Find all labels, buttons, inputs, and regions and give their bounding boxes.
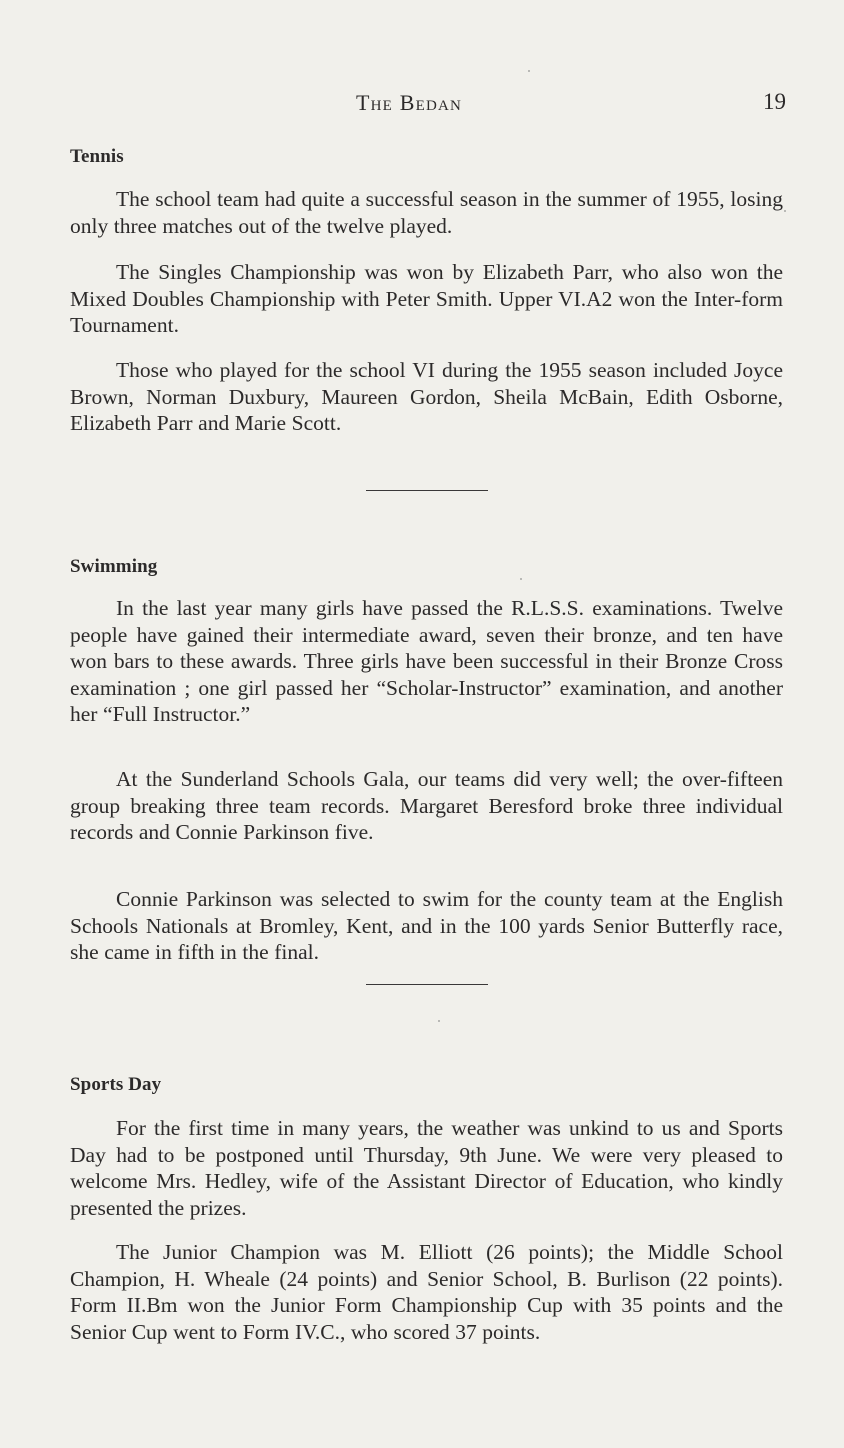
section-heading-sports-day: Sports Day — [70, 1074, 162, 1095]
paper-speck — [528, 70, 530, 72]
section-divider — [366, 490, 488, 491]
page-number: 19 — [763, 89, 786, 114]
section-heading-swimming: Swimming — [70, 556, 158, 577]
swimming-paragraph-1: In the last year many girls have passed the R.L.S.S. examinations. Twelve people have gained their intermediate award, seven their bronze, and ten have won bars to these awards. Three girls have been successful in their Bronze Cross examination ; one girl passed her “Scholar-Instructor” examination, and another her “Full Instructor.” — [70, 596, 783, 726]
swimming-paragraph-3: Connie Parkinson was selected to swim for the county team at the English Schools Nationals at Bromley, Kent, and in the 100 yards Senior Butterfly race, she came in fifth in the final. — [70, 887, 783, 964]
running-head: The Bedan — [356, 90, 463, 115]
paper-speck — [520, 578, 522, 580]
section-divider — [366, 984, 488, 985]
swimming-paragraph-2: At the Sunderland Schools Gala, our teams did very well; the over-fifteen group breaking three team records. Margaret Beresford broke three individual records and Connie Parkinson five. — [70, 767, 783, 844]
sports-day-paragraph-2: The Junior Champion was M. Elliott (26 points); the Middle School Champion, H. Wheale (24 points) and Senior School, B. Burlison (22 points). Form II.Bm won the Junior Form Championship Cup with 35 points and the Senior Cup went to Form IV.C., who scored 37 points. — [70, 1240, 783, 1344]
paper-speck — [784, 210, 786, 212]
paper-speck — [438, 1020, 440, 1022]
tennis-paragraph-1: The school team had quite a successful season in the summer of 1955, losing only three matches out of the twelve played. — [70, 187, 783, 238]
section-heading-tennis: Tennis — [70, 146, 124, 167]
sports-day-paragraph-1: For the first time in many years, the weather was unkind to us and Sports Day had to be postponed until Thursday, 9th June. We were very pleased to welcome Mrs. Hedley, wife of the Assistant Director of Education, who kindly presented the prizes. — [70, 1116, 783, 1220]
tennis-paragraph-3: Those who played for the school VI during the 1955 season included Joyce Brown, Norman Duxbury, Maureen Gordon, Sheila McBain, Edith Osborne, Elizabeth Parr and Marie Scott. — [70, 358, 783, 435]
tennis-paragraph-2: The Singles Championship was won by Elizabeth Parr, who also won the Mixed Doubles Championship with Peter Smith. Upper VI.A2 won the Inter-form Tournament. — [70, 260, 783, 337]
